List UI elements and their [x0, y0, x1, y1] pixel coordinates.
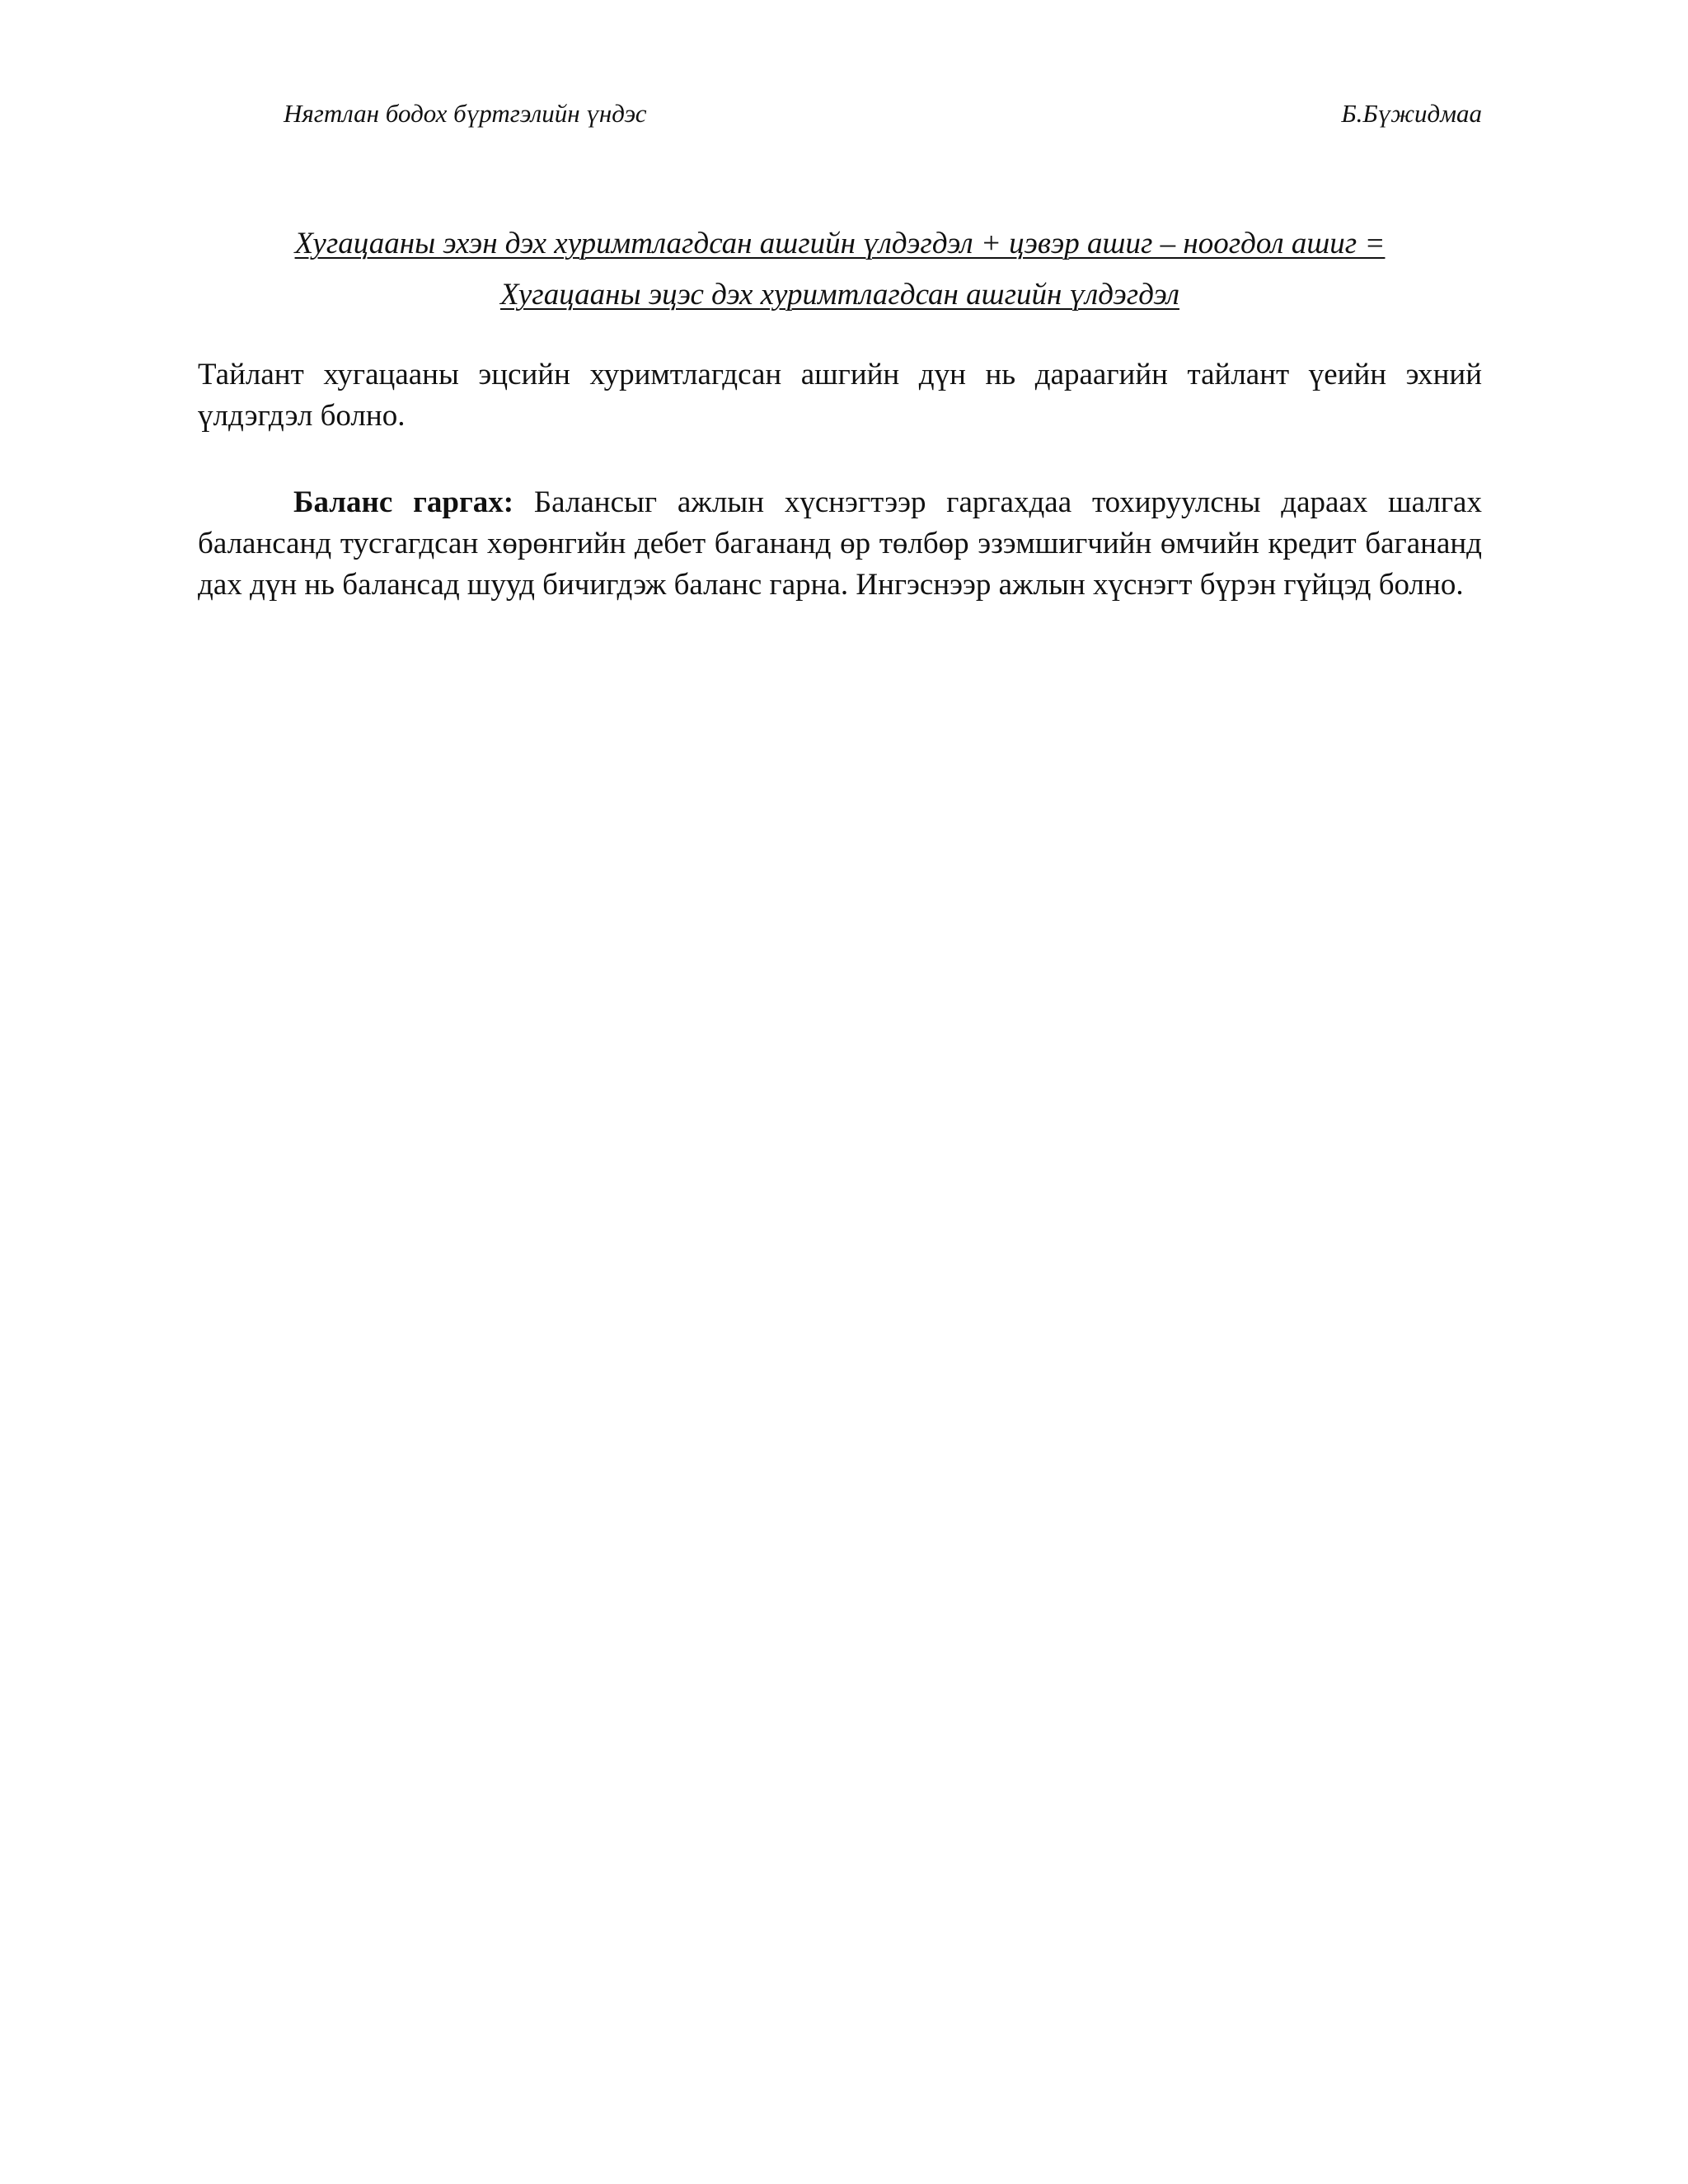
- formula-line-1: Хугацааны эхэн дэх хуримтлагдсан ашгийн үлдэгдэл + цэвэр ашиг – ноогдол ашиг =: [294, 227, 1386, 260]
- header-book-title: Нягтлан бодох бүртгэлийн үндэс: [284, 99, 647, 128]
- paragraph-body: Балансыг ажлын хүснэгтээр гаргахдаа тохируулсны дараах шалгах балансанд тусгагдсан хөрөнгийн дебет баганaнд өр төлбөр эзэмшигчийн өмчийн кредит багананд дах дүн нь балансад шууд бичигдэж баланс гарна. Ингэснээр ажлын хүснэгт бүрэн гүйцэд болно.: [198, 485, 1482, 602]
- paragraph-closing-balance: Тайлант хугацааны эцсийн хуримтлагдсан ашгийн дүн нь дараагийн тайлант үеийн эхний үлдэгдэл болно.: [198, 358, 1482, 433]
- formula-line-2: Хугацааны эцэс дэх хуримтлагдсан ашгийн үлдэгдэл: [500, 278, 1179, 312]
- paragraph-balance-sheet: [198, 482, 1482, 606]
- paragraph-label: Баланс гаргах:: [293, 485, 514, 519]
- header-author: Б.Бүжидмаа: [1341, 99, 1482, 128]
- formula-block: [198, 218, 1482, 321]
